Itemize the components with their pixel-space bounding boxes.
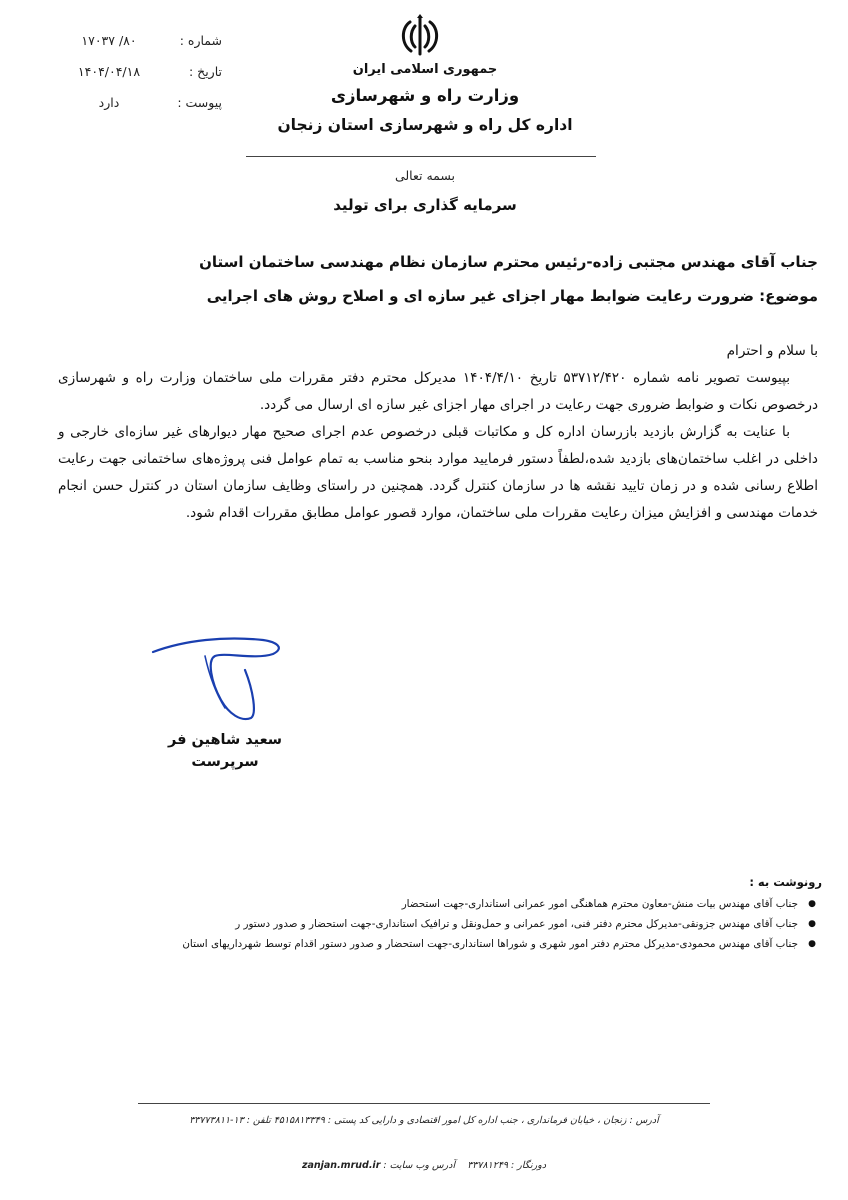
number-row bbox=[52, 33, 222, 64]
cc-item-text: جناب آقای مهندس بیات منش-معاون محترم هماهنگی امور عمرانی استانداری-جهت استحضار bbox=[401, 898, 798, 910]
cc-title: رونوشت به : bbox=[749, 875, 822, 889]
signer-name: سعید شاهین فر bbox=[167, 732, 283, 748]
cc-item bbox=[58, 894, 818, 914]
office-name: اداره کل راه و شهرسازی استان زنجان bbox=[277, 116, 573, 134]
footer-website: zanjan.mrud.ir bbox=[301, 1160, 381, 1171]
bullet-icon: ● bbox=[808, 919, 816, 929]
slogan: سرمایه گذاری برای تولید bbox=[333, 196, 517, 214]
government-name: جمهوری اسلامی ایران bbox=[352, 62, 498, 77]
cc-item-text: جناب آقای مهندس محمودی-مدیرکل محترم دفتر امور شهری و شوراها استانداری-جهت استحضار و صدور دستور اقدام توسط شهرداریهای استان bbox=[182, 938, 798, 950]
iran-emblem-icon bbox=[397, 14, 443, 58]
letter-meta bbox=[52, 33, 222, 126]
number-value: ۸۰/ ۱۷۰۳۷ bbox=[81, 33, 137, 48]
cc-item bbox=[58, 934, 818, 954]
signer-title: سرپرست bbox=[191, 754, 259, 770]
letter-body bbox=[58, 338, 818, 527]
footer-fax: دورنگار : ۳۳۷۸۱۲۴۹ bbox=[467, 1160, 547, 1171]
greeting: با سلام و احترام bbox=[726, 343, 818, 359]
attachment-row bbox=[52, 95, 222, 126]
subject-line: موضوع: ضرورت رعایت ضوابط مهار اجزای غیر سازه ای و اصلاح روش های اجرایی bbox=[206, 287, 818, 305]
bullet-icon: ● bbox=[808, 899, 816, 909]
handwritten-signature-icon bbox=[145, 630, 305, 730]
attachment-value: دارد bbox=[98, 95, 120, 110]
date-label: تاریخ : bbox=[188, 64, 222, 79]
ministry-name: وزارت راه و شهرسازی bbox=[330, 86, 520, 105]
attachment-label: پیوست : bbox=[177, 95, 222, 110]
basmala: بسمه تعالی bbox=[394, 168, 456, 183]
date-row bbox=[52, 64, 222, 95]
addressee: جناب آقای مهندس مجتبی زاده-رئیس محترم سازمان نظام مهندسی ساختمان استان bbox=[199, 253, 818, 271]
paragraph-2: با عنایت به گزارش بازدید بازرسان اداره کل و مکاتبات قبلی درخصوص عدم اجرای صحیح مهار دیوارهای غیر سازه‌ای خارجی و داخلی در اغلب ساختمان‌های بازدید شده،لطفاً دستور فرمایید موارد بنحو مناسب به تمام عوامل فنی پروژه‌های ساختمانی جهت رعایت اطلاع رسانی شده و در زمان تایید نقشه ها در سازمان کنترل گردد. همچنین در راستای وظایف سازمان استان در کنترل حسن انجام خدمات مهندسی و افزایش میزان رعایت مقررات ملی ساختمان، موارد قصور عوامل مطابق مقررات اقدام شود. bbox=[58, 424, 818, 521]
bullet-icon: ● bbox=[808, 939, 816, 949]
footer-contact bbox=[120, 1160, 728, 1171]
cc-item-text: جناب آقای مهندس جزونقی-مدیرکل محترم دفتر فنی، امور عمرانی و حمل‌ونقل و ترافیک استانداری-جهت استحضار و صدور دستور ر bbox=[235, 918, 798, 930]
number-label: شماره : bbox=[179, 33, 222, 48]
footer-website-label: آدرس وب سایت : bbox=[383, 1160, 456, 1171]
footer-divider bbox=[138, 1103, 710, 1104]
footer-address: آدرس : زنجان ، خیابان فرمانداری ، جنب اداره کل امور اقتصادی و دارایی کد پستی : ۴۵۱۵۸۱۳۳۴۹ تلفن : ۱۳-۳۳۷۷۳۸۱۱ bbox=[189, 1115, 659, 1126]
cc-item bbox=[58, 914, 818, 934]
date-value: ۱۴۰۴/۰۴/۱۸ bbox=[77, 64, 141, 79]
cc-list bbox=[58, 894, 818, 954]
header-divider bbox=[246, 156, 596, 157]
paragraph-1: بپیوست تصویر نامه شماره ۵۳۷۱۲/۴۲۰ تاریخ ۱۴۰۴/۴/۱۰ مدیرکل محترم دفتر مقررات ملی ساختمان وزارت راه و شهرسازی درخصوص نکات و ضوابط ضروری جهت رعایت در اجرای مهار اجزای غیر سازه ای ارسال می گردد. bbox=[58, 370, 818, 413]
